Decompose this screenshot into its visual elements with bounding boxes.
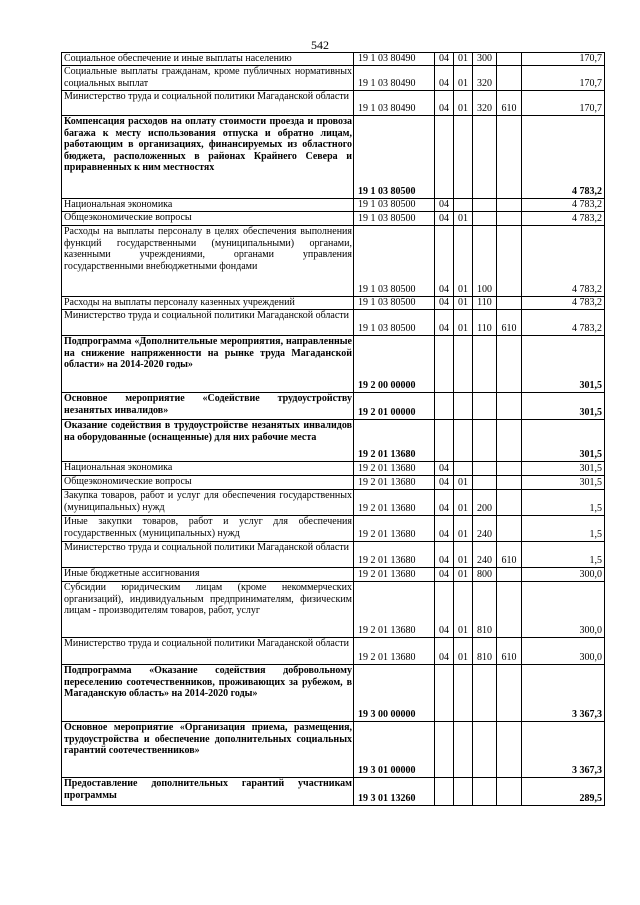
target-article-code: 19 1 03 80500: [354, 297, 435, 310]
subsection-code: [454, 336, 473, 393]
target-article-code: 19 3 00 00000: [354, 665, 435, 722]
section-code: 04: [435, 462, 454, 476]
section-code: 04: [435, 66, 454, 91]
amount: 170,7: [522, 53, 605, 66]
table-row: [62, 476, 605, 490]
expense-type-code: 110: [473, 310, 497, 336]
ministry-code: [497, 490, 522, 516]
row-name: Национальная экономика: [62, 462, 354, 476]
table-row: [62, 722, 605, 778]
table-row: [62, 638, 605, 665]
expense-type-code: [473, 722, 497, 778]
row-name: Расходы на выплаты персоналу в целях обеспечения выполнения функций государственными (муниципальными) органами, казенными учреждениями, органами управления государственными внебюджетными фондами: [62, 226, 354, 297]
subsection-code: 01: [454, 542, 473, 568]
amount: 3 367,3: [522, 722, 605, 778]
ministry-code: [497, 582, 522, 638]
target-article-code: 19 1 03 80500: [354, 116, 435, 199]
amount: 289,5: [522, 778, 605, 806]
row-name: Министерство труда и социальной политики Магаданской области: [62, 91, 354, 116]
target-article-code: 19 1 03 80500: [354, 226, 435, 297]
subsection-code: [454, 199, 473, 212]
row-name: Иные закупки товаров, работ и услуг для обеспечения государственных (муниципальных) нужд: [62, 516, 354, 542]
amount: 3 367,3: [522, 665, 605, 722]
table-row: [62, 582, 605, 638]
table-body: [62, 53, 605, 806]
amount: 4 783,2: [522, 310, 605, 336]
ministry-code: 610: [497, 638, 522, 665]
expense-type-code: 320: [473, 91, 497, 116]
section-code: [435, 778, 454, 806]
subsection-code: 01: [454, 582, 473, 638]
table-row: [62, 462, 605, 476]
row-name: Общеэкономические вопросы: [62, 212, 354, 226]
subsection-code: 01: [454, 91, 473, 116]
expense-type-code: 810: [473, 582, 497, 638]
section-code: [435, 336, 454, 393]
subsection-code: 01: [454, 516, 473, 542]
ministry-code: 610: [497, 91, 522, 116]
target-article-code: 19 2 01 00000: [354, 393, 435, 420]
amount: 301,5: [522, 420, 605, 462]
ministry-code: [497, 116, 522, 199]
amount: 301,5: [522, 393, 605, 420]
subsection-code: 01: [454, 490, 473, 516]
ministry-code: [497, 53, 522, 66]
section-code: 04: [435, 476, 454, 490]
target-article-code: 19 1 03 80500: [354, 212, 435, 226]
target-article-code: 19 1 03 80490: [354, 66, 435, 91]
table-row: [62, 212, 605, 226]
section-code: 04: [435, 490, 454, 516]
subsection-code: [454, 462, 473, 476]
amount: 1,5: [522, 542, 605, 568]
row-name: Национальная экономика: [62, 199, 354, 212]
target-article-code: 19 3 01 13260: [354, 778, 435, 806]
ministry-code: 610: [497, 542, 522, 568]
amount: 301,5: [522, 476, 605, 490]
expense-type-code: 240: [473, 516, 497, 542]
section-code: 04: [435, 91, 454, 116]
amount: 300,0: [522, 568, 605, 582]
ministry-code: [497, 199, 522, 212]
subsection-code: 01: [454, 310, 473, 336]
target-article-code: 19 2 01 13680: [354, 516, 435, 542]
subsection-code: 01: [454, 568, 473, 582]
table-row: [62, 310, 605, 336]
amount: 1,5: [522, 516, 605, 542]
row-name: Министерство труда и социальной политики Магаданской области: [62, 310, 354, 336]
section-code: 04: [435, 226, 454, 297]
section-code: 04: [435, 542, 454, 568]
expense-type-code: [473, 665, 497, 722]
amount: 300,0: [522, 582, 605, 638]
row-name: Предоставление дополнительных гарантий участникам программы: [62, 778, 354, 806]
section-code: 04: [435, 53, 454, 66]
amount: 4 783,2: [522, 116, 605, 199]
table-row: [62, 91, 605, 116]
expense-type-code: 100: [473, 226, 497, 297]
subsection-code: [454, 665, 473, 722]
subsection-code: [454, 778, 473, 806]
table-row: [62, 393, 605, 420]
ministry-code: 610: [497, 310, 522, 336]
row-name: Расходы на выплаты персоналу казенных учреждений: [62, 297, 354, 310]
ministry-code: [497, 420, 522, 462]
expense-type-code: [473, 199, 497, 212]
table-row: [62, 542, 605, 568]
subsection-code: 01: [454, 53, 473, 66]
subsection-code: [454, 420, 473, 462]
expense-type-code: [473, 778, 497, 806]
target-article-code: 19 2 01 13680: [354, 490, 435, 516]
section-code: [435, 116, 454, 199]
section-code: [435, 722, 454, 778]
table-row: [62, 665, 605, 722]
subsection-code: 01: [454, 212, 473, 226]
amount: 4 783,2: [522, 199, 605, 212]
section-code: 04: [435, 310, 454, 336]
table-row: [62, 226, 605, 297]
target-article-code: 19 1 03 80490: [354, 53, 435, 66]
amount: 4 783,2: [522, 212, 605, 226]
target-article-code: 19 2 01 13680: [354, 462, 435, 476]
amount: 4 783,2: [522, 226, 605, 297]
target-article-code: 19 1 03 80500: [354, 310, 435, 336]
table-row: [62, 336, 605, 393]
expense-type-code: 200: [473, 490, 497, 516]
ministry-code: [497, 336, 522, 393]
section-code: 04: [435, 212, 454, 226]
row-name: Министерство труда и социальной политики Магаданской области: [62, 638, 354, 665]
expense-type-code: [473, 420, 497, 462]
row-name: Основное мероприятие «Содействие трудоустройству незанятых инвалидов»: [62, 393, 354, 420]
amount: 1,5: [522, 490, 605, 516]
amount: 301,5: [522, 336, 605, 393]
target-article-code: 19 3 01 00000: [354, 722, 435, 778]
section-code: 04: [435, 582, 454, 638]
row-name: Закупка товаров, работ и услуг для обеспечения государственных (муниципальных) нужд: [62, 490, 354, 516]
row-name: Субсидии юридическим лицам (кроме некоммерческих организаций), индивидуальным предпринимателям, физическим лицам - производителям товаров, работ, услуг: [62, 582, 354, 638]
target-article-code: 19 2 01 13680: [354, 420, 435, 462]
expense-type-code: 800: [473, 568, 497, 582]
target-article-code: 19 1 03 80490: [354, 91, 435, 116]
row-name: Министерство труда и социальной политики Магаданской области: [62, 542, 354, 568]
subsection-code: 01: [454, 297, 473, 310]
target-article-code: 19 2 01 13680: [354, 542, 435, 568]
section-code: 04: [435, 297, 454, 310]
row-name: Компенсация расходов на оплату стоимости проезда и провоза багажа к месту использования отпуска и обратно лицам, работающим в организациях, финансируемых из областного бюджета, расположенных в районах Крайнего Севера и приравненных к ним местностях: [62, 116, 354, 199]
section-code: [435, 420, 454, 462]
section-code: 04: [435, 516, 454, 542]
ministry-code: [497, 516, 522, 542]
ministry-code: [497, 568, 522, 582]
subsection-code: [454, 722, 473, 778]
target-article-code: 19 2 00 00000: [354, 336, 435, 393]
table-row: [62, 66, 605, 91]
subsection-code: [454, 393, 473, 420]
table-row: [62, 420, 605, 462]
table-row: [62, 116, 605, 199]
row-name: Оказание содействия в трудоустройстве незанятых инвалидов на оборудованные (оснащенные) для них рабочие места: [62, 420, 354, 462]
amount: 300,0: [522, 638, 605, 665]
table-row: [62, 297, 605, 310]
subsection-code: 01: [454, 66, 473, 91]
table-row: [62, 199, 605, 212]
subsection-code: [454, 116, 473, 199]
target-article-code: 19 2 01 13680: [354, 638, 435, 665]
row-name: Подпрограмма «Дополнительные мероприятия, направленные на снижение напряженности на рынке труда Магаданской области» на 2014-2020 годы»: [62, 336, 354, 393]
ministry-code: [497, 297, 522, 310]
amount: 301,5: [522, 462, 605, 476]
subsection-code: 01: [454, 476, 473, 490]
target-article-code: 19 1 03 80500: [354, 199, 435, 212]
ministry-code: [497, 778, 522, 806]
row-name: Социальное обеспечение и иные выплаты населению: [62, 53, 354, 66]
ministry-code: [497, 665, 522, 722]
ministry-code: [497, 212, 522, 226]
ministry-code: [497, 722, 522, 778]
target-article-code: 19 2 01 13680: [354, 476, 435, 490]
expense-type-code: 110: [473, 297, 497, 310]
table-row: [62, 516, 605, 542]
table-row: [62, 53, 605, 66]
subsection-code: 01: [454, 226, 473, 297]
target-article-code: 19 2 01 13680: [354, 568, 435, 582]
section-code: [435, 665, 454, 722]
row-name: Иные бюджетные ассигнования: [62, 568, 354, 582]
row-name: Подпрограмма «Оказание содействия добровольному переселению соотечественников, проживающих за рубежом, в Магаданскую область» на 2014-2020 годы»: [62, 665, 354, 722]
expense-type-code: [473, 116, 497, 199]
amount: 4 783,2: [522, 297, 605, 310]
amount: 170,7: [522, 66, 605, 91]
table-row: [62, 778, 605, 806]
subsection-code: 01: [454, 638, 473, 665]
ministry-code: [497, 462, 522, 476]
section-code: 04: [435, 568, 454, 582]
section-code: [435, 393, 454, 420]
expense-type-code: 240: [473, 542, 497, 568]
expense-type-code: [473, 336, 497, 393]
expense-type-code: 810: [473, 638, 497, 665]
expense-type-code: 320: [473, 66, 497, 91]
page-number: 542: [311, 38, 329, 52]
expense-type-code: [473, 462, 497, 476]
row-name: Социальные выплаты гражданам, кроме публичных нормативных социальных выплат: [62, 66, 354, 91]
target-article-code: 19 2 01 13680: [354, 582, 435, 638]
ministry-code: [497, 226, 522, 297]
amount: 170,7: [522, 91, 605, 116]
row-name: Основное мероприятие «Организация приема, размещения, трудоустройства и обеспечение дополнительных социальных гарантий соотечественников»: [62, 722, 354, 778]
expense-type-code: [473, 393, 497, 420]
section-code: 04: [435, 638, 454, 665]
ministry-code: [497, 66, 522, 91]
expense-type-code: 300: [473, 53, 497, 66]
section-code: 04: [435, 199, 454, 212]
ministry-code: [497, 393, 522, 420]
ministry-code: [497, 476, 522, 490]
table-row: [62, 568, 605, 582]
expense-type-code: [473, 476, 497, 490]
row-name: Общеэкономические вопросы: [62, 476, 354, 490]
budget-table: [61, 52, 605, 806]
table-row: [62, 490, 605, 516]
expense-type-code: [473, 212, 497, 226]
